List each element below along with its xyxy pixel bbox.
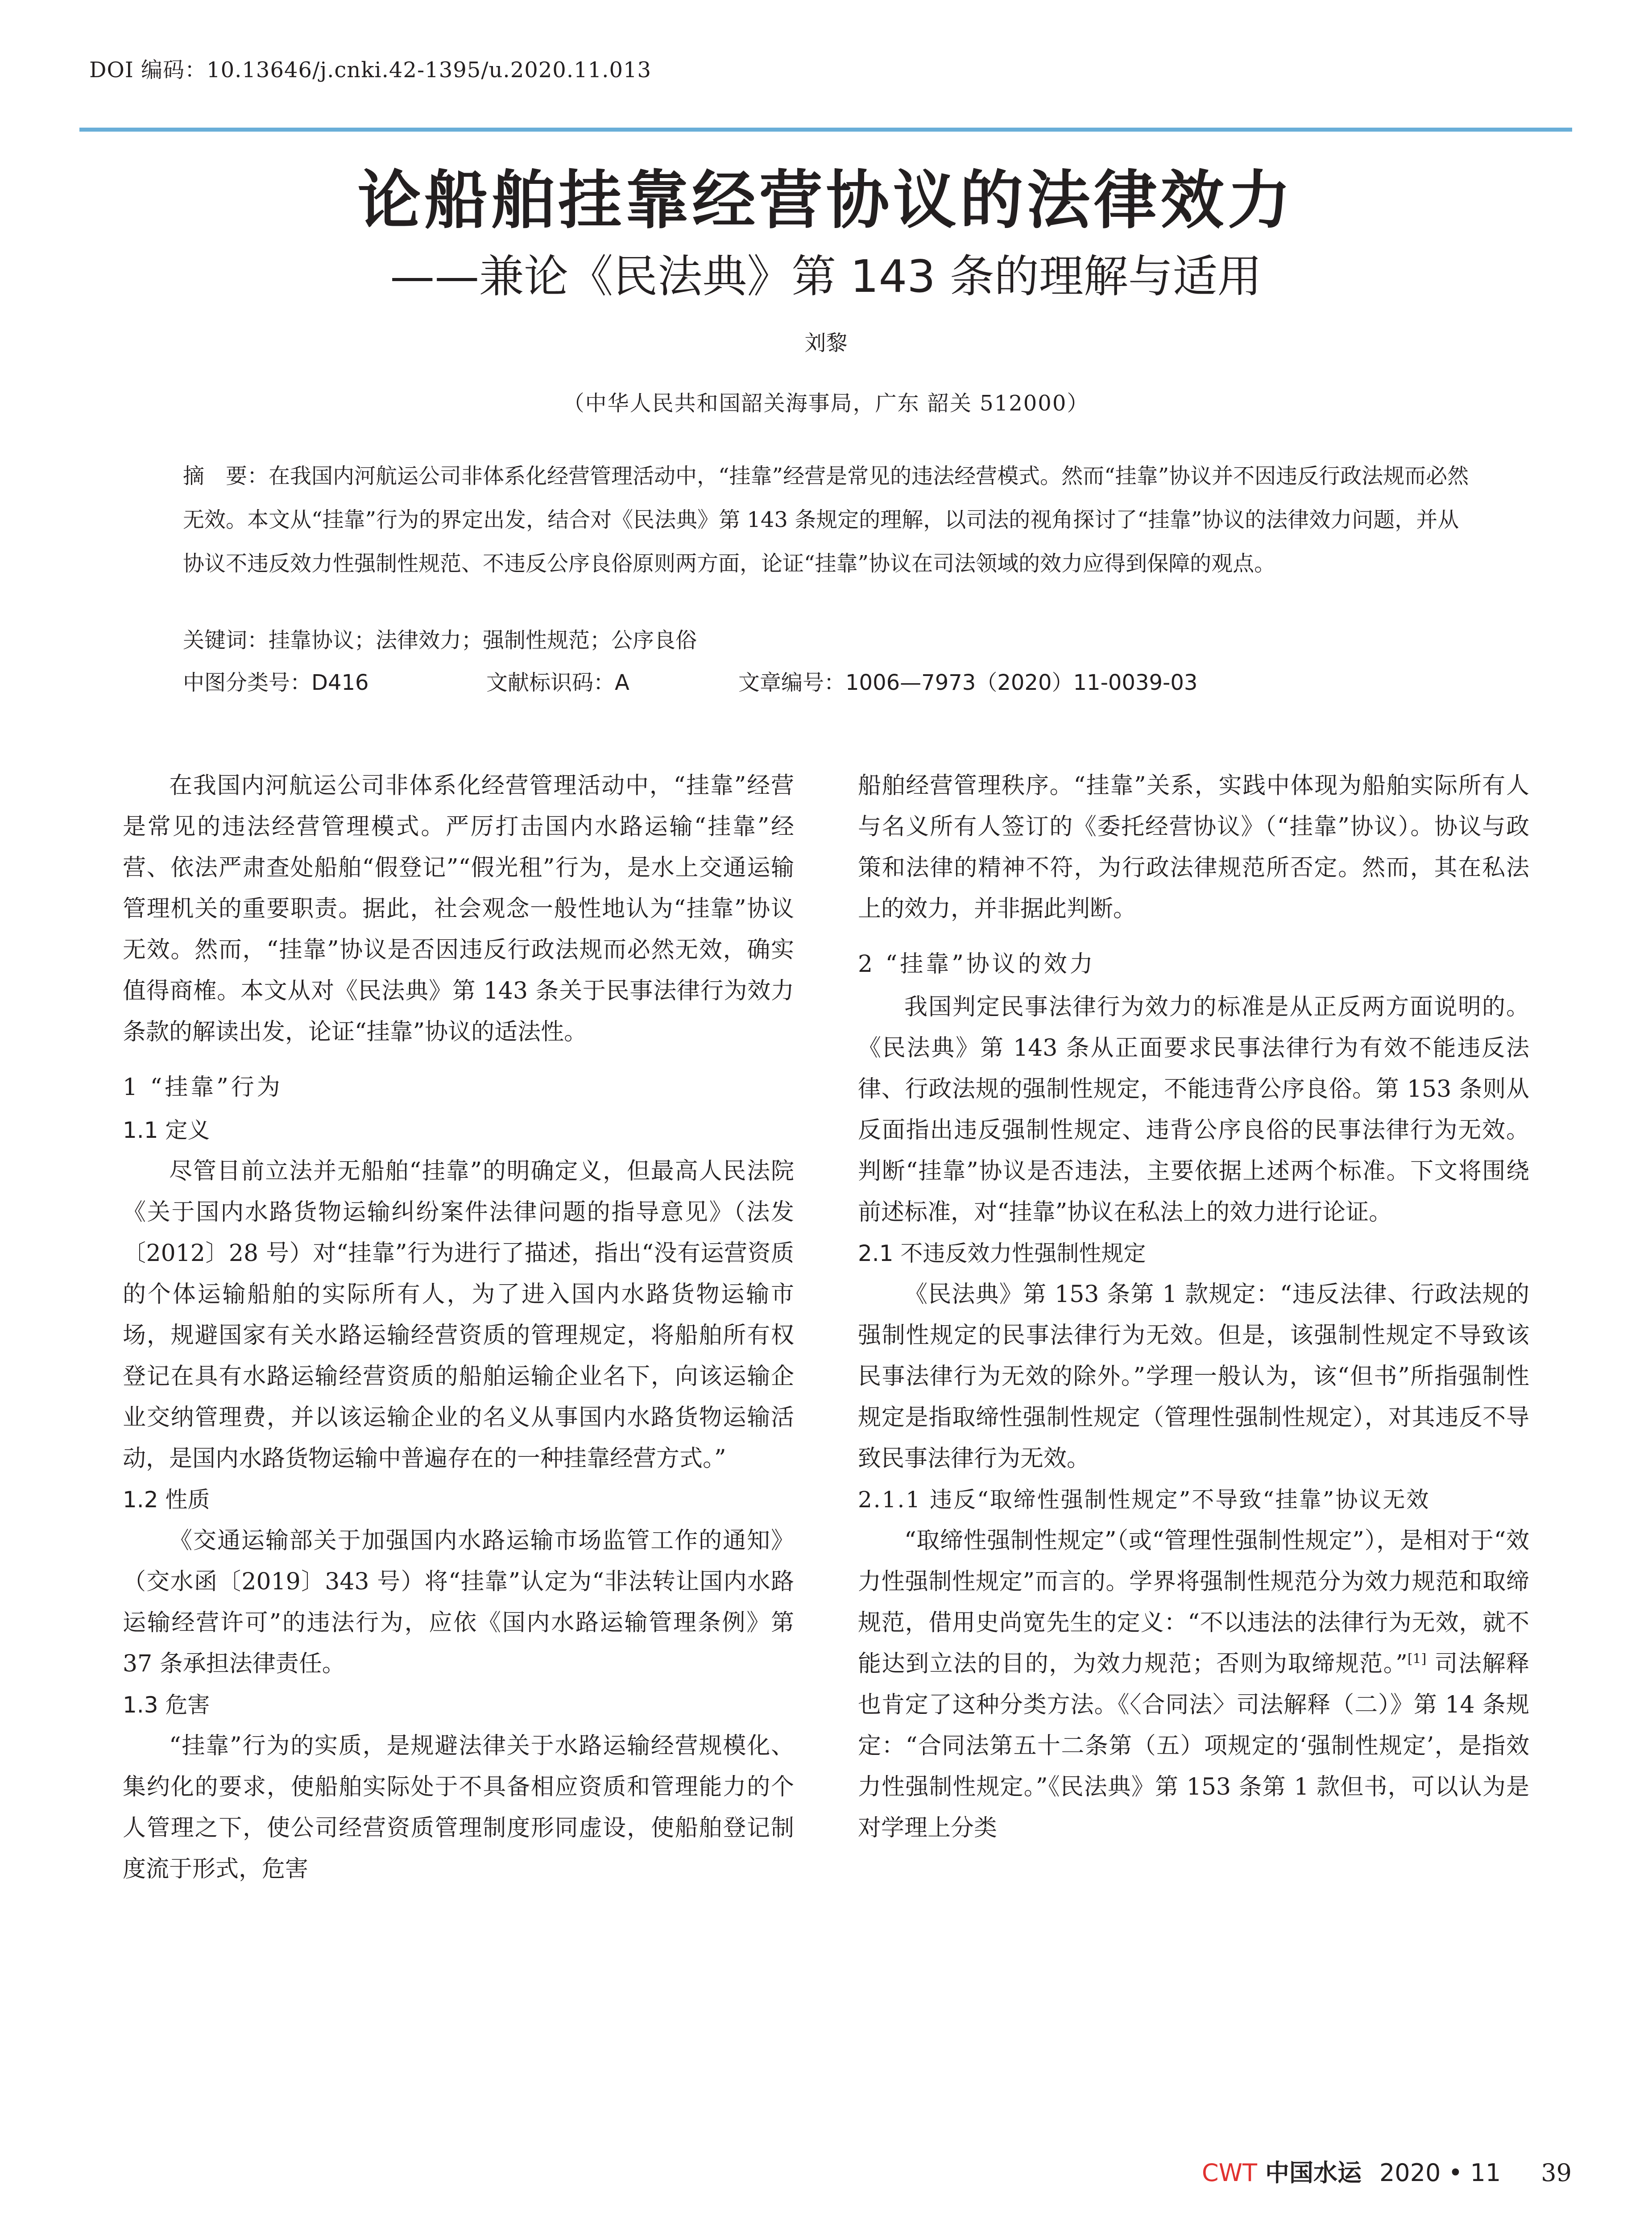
section-2-1-1-paragraph bbox=[858, 1520, 1529, 1849]
article-number-value: 1006—7973（2020）11-0039-03 bbox=[845, 670, 1198, 695]
page-footer bbox=[1202, 2155, 1572, 2191]
section-1-2-paragraph: 《交通运输部关于加强国内水路运输市场监管工作的通知》（交水函〔2019〕343 号）将“挂靠”认定为“非法转让国内水路运输经营许可”的违法行为，应依《国内水路运输管理条例》第 37 条承担法律责任。 bbox=[123, 1527, 794, 1677]
section-2-1-paragraph: 《民法典》第 153 条第 1 款规定：“违反法律、行政法规的强制性规定的民事法律行为无效。但是，该强制性规定不导致该民事法律行为无效的除外。”学理一般认为，该“但书”所指强制性规定是指取缔性强制性规定（管理性强制性规定），对其违反不导致民事法律行为无效。 bbox=[858, 1281, 1529, 1472]
section-2-heading: 2 “挂靠”协议的效力 bbox=[858, 951, 1096, 978]
section-2-1-1-text-b: 司法解释也肯定了这种分类方法。《〈合同法〉司法解释（二）》第 14 条规定：“合同法第五十二条第（五）项规定的‘强制性规定’，是指效力性强制性规定。”《民法典》第 153 条第 1 款但书，可以认为是对学理上分类 bbox=[858, 1650, 1530, 1841]
cwt-logo: CWT bbox=[1201, 2159, 1257, 2187]
section-1-3-heading: 1.3 危害 bbox=[123, 1692, 210, 1718]
abstract-label: 摘 要： bbox=[183, 464, 269, 489]
article-meta bbox=[183, 667, 1477, 698]
doc-code-block bbox=[486, 667, 629, 698]
section-2-1-1-text-a: “取缔性强制性规定”（或“管理性强制性规定”），是相对于“效力性强制性规定”而言的。学界将强制性规范分为效力规范和取缔规范，借用史尚宽先生的定义：“不以违法的法律行为无效，就不能达到立法的目的，为效力规范；否则为取缔规范。” bbox=[858, 1527, 1529, 1677]
section-2-1-1-heading: 2.1.1 违反“取缔性强制性规定”不导致“挂靠”协议无效 bbox=[858, 1487, 1430, 1513]
article-number-block bbox=[738, 667, 1197, 698]
affiliation: （中华人民共和国韶关海事局，广东 韶关 512000） bbox=[563, 391, 1089, 416]
author-name: 刘黎 bbox=[804, 331, 848, 356]
page-number: 39 bbox=[1541, 2159, 1572, 2187]
abstract bbox=[183, 454, 1477, 585]
section-1-heading: 1 “挂靠”行为 bbox=[123, 1074, 283, 1101]
header-rule bbox=[79, 128, 1572, 132]
keywords bbox=[183, 625, 1477, 656]
right-column bbox=[858, 765, 1529, 1849]
section-1-1-paragraph: 尽管目前立法并无船舶“挂靠”的明确定义，但最高人民法院《关于国内水路货物运输纠纷案件法律问题的指导意见》（法发〔2012〕28 号）对“挂靠”行为进行了描述，指出“没有运营资质的个体运输船舶的实际所有人，为了进入国内水路货物运输市场，规避国家有关水路运输经营资质的管理规定，将船舶所有权登记在具有水路运输经营资质的船舶运输企业名下，向该运输企业交纳管理费，并以该运输企业的名义从事国内水路货物运输活动，是国内水路货物运输中普遍存在的一种挂靠经营方式。” bbox=[123, 1158, 794, 1472]
doi-header: DOI 编码：10.13646/j.cnki.42-1395/u.2020.11.013 bbox=[89, 58, 652, 83]
clc-label: 中图分类号： bbox=[183, 670, 312, 695]
article-subtitle: ——兼论《民法典》第 143 条的理解与适用 bbox=[390, 250, 1262, 303]
citation-ref: [1] bbox=[1407, 1651, 1427, 1667]
clc-value: D416 bbox=[311, 670, 369, 695]
section-1-3-paragraph: “挂靠”行为的实质，是规避法律关于水路运输经营规模化、集约化的要求，使船舶实际处于不具备相应资质和管理能力的个人管理之下，使公司经营资质管理制度形同虚设，使船舶登记制度流于形式，危害 bbox=[123, 1733, 794, 1883]
abstract-text: 在我国内河航运公司非体系化经营管理活动中，“挂靠”经营是常见的违法经营模式。然而“挂靠”协议并不因违反行政法规而必然无效。本文从“挂靠”行为的界定出发，结合对《民法典》第 143 条规定的理解，以司法的视角探讨了“挂靠”协议的法律效力问题，并从协议不违反效力性强制性规范、不违反公序良俗原则两方面，论证“挂靠”协议在司法领域的效力应得到保障的观点。 bbox=[183, 464, 1469, 576]
section-1-3-paragraph-continued: 船舶经营管理秩序。“挂靠”关系，实践中体现为船舶实际所有人与名义所有人签订的《委托经营协议》（“挂靠”协议）。协议与政策和法律的精神不符，为行政法律规范所否定。然而，其在私法上的效力，并非据此判断。 bbox=[858, 772, 1529, 922]
section-2-paragraph: 我国判定民事法律行为效力的标准是从正反两方面说明的。《民法典》第 143 条从正面要求民事法律行为有效不能违反法律、行政法规的强制性规定，不能违背公序良俗。第 153 条则从反面指出违反强制性规定、违背公序良俗的民事法律行为无效。判断“挂靠”协议是否违法，主要依据上述两个标准。下文将围绕前述标准，对“挂靠”协议在私法上的效力进行论证。 bbox=[858, 994, 1529, 1226]
keywords-label: 关键词： bbox=[183, 628, 269, 653]
issue-date: 2020 • 11 bbox=[1379, 2159, 1501, 2187]
keywords-text: 挂靠协议；法律效力；强制性规范；公序良俗 bbox=[269, 628, 697, 653]
article-number-label: 文章编号： bbox=[738, 670, 846, 695]
doc-code-label: 文献标识码： bbox=[486, 670, 615, 695]
section-2-1-heading: 2.1 不违反效力性强制性规定 bbox=[858, 1240, 1146, 1266]
journal-name: 中国水运 bbox=[1265, 2159, 1362, 2187]
doc-code-value: A bbox=[615, 670, 629, 695]
clc-block bbox=[183, 667, 369, 698]
section-1-1-heading: 1.1 定义 bbox=[123, 1117, 210, 1143]
article-title: 论船舶挂靠经营协议的法律效力 bbox=[357, 164, 1295, 237]
left-column bbox=[123, 765, 794, 1890]
intro-paragraph: 在我国内河航运公司非体系化经营管理活动中，“挂靠”经营是常见的违法经营管理模式。严厉打击国内水路运输“挂靠”经营、依法严肃查处船舶“假登记”“假光租”行为，是水上交通运输管理机关的重要职责。据此，社会观念一般性地认为“挂靠”协议无效。然而，“挂靠”协议是否因违反行政法规而必然无效，确实值得商榷。本文从对《民法典》第 143 条关于民事法律行为效力条款的解读出发，论证“挂靠”协议的适法性。 bbox=[123, 772, 794, 1045]
section-1-2-heading: 1.2 性质 bbox=[123, 1487, 210, 1513]
